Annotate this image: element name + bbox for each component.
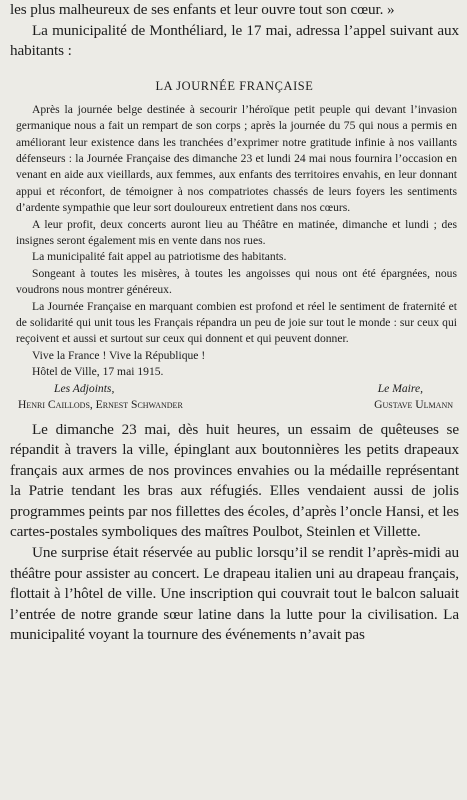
appeal-closing: Vive la France ! Vive la République ! — [32, 348, 206, 362]
deputies-names: Henri Caillods, Ernest Schwander — [18, 398, 183, 412]
appeal-paragraph-5: La Journée Française en marquant combien est profond et réel le sentiment de fraternité et de solidarité qui unit tous les Français répandra un peu de joie sur tout le monde : sur ceux qui reçoivent et aussi et surtout sur ceux qui donnent et qui peuvent donner. — [16, 299, 457, 346]
narrative-paragraph-2: Une surprise était réservée au public lorsqu’il se rendit l’après-midi au théâtre pour assister au concert. Le drapeau italien uni au drapeau français, flottait à l’hôtel de ville. Une inscription qui couvrait tout le balcon saluait l’entrée de notre grande sœur latine dans la lutte pour la civilisation. La municipalité voyant la tournure des événements n’avait pas — [10, 544, 459, 644]
appeal-paragraph-4: Songeant à toutes les misères, à toutes les angoisses qui nous ont été épargnées, nous voudrons nous montrer généreux. — [16, 266, 457, 297]
opening-section — [10, 0, 459, 62]
intro-paragraph: La municipalité de Monthéliard, le 17 mai, adressa l’appel suivant aux habitants : — [10, 21, 459, 60]
appeal-title: LA JOURNÉE FRANÇAISE — [155, 78, 314, 93]
mayor-role: Le Maire, — [377, 381, 423, 395]
mayor-name: Gustave Ulmann — [374, 398, 453, 412]
appeal-paragraph-1: Après la journée belge destinée à secourir l’héroïque petit peuple qui devant l’invasion germanique nous a fait un rempart de son corps ; après la journée du 75 qui nous a permis en améliorant leur existence dans les tranchées d’exprimer notre gratitude infinie à nos vaillants défenseurs : la Journée Française des dimanche 23 et lundi 24 mai nous fournira l’occasion en venant en aide aux vieillards, aux femmes, aux enfants des territoires envahis, en leur donnant appui et réconfort, de témoigner à nos compatriotes chassés de leurs foyers les sentiments d’ardente sympathie que leur sort douloureux entretient dans nos cœurs. — [16, 102, 457, 215]
narrative-section — [10, 420, 459, 647]
deputies-role: Les Adjoints, — [54, 381, 115, 395]
appeal-paragraph-2: A leur profit, deux concerts auront lieu au Théâtre en matinée, dimanche et lundi ; des insignes seront également mis en vente dans nos rues. — [16, 217, 457, 248]
signature-names — [10, 397, 459, 413]
opening-line: les plus malheureux de ses enfants et leur ouvre tout son cœur. » — [10, 1, 395, 18]
narrative-paragraph-1: Le dimanche 23 mai, dès huit heures, un essaim de quêteuses se répandit à travers la ville, épinglant aux boutonnières les petits drapeaux français aux armes de nos provinces envahies ou la médaille représentant la Patrie tendant les bras aux réfugiés. Elles vendaient aussi de jolis programmes peints par nos fillettes des écoles, d’après l’oncle Hansi, et les cartes-postales symboliques des maîtres Poulbot, Steinlen et Villette. — [10, 420, 459, 541]
appeal-dateline: Hôtel de Ville, 17 mai 1915. — [32, 365, 164, 379]
signature-roles — [10, 381, 459, 397]
appeal-text — [10, 102, 459, 381]
appeal-paragraph-3: La municipalité fait appel au patriotisme des habitants. — [32, 250, 287, 264]
